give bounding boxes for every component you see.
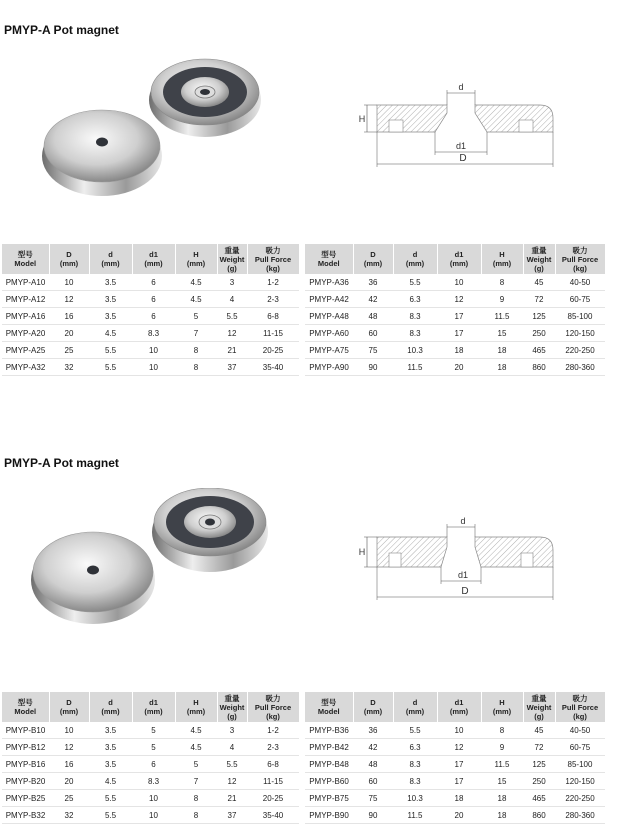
table-row: PMYP-A75 75 10.3 18 18 465 220-250 <box>305 342 605 359</box>
table-row: PMYP-A12 12 3.5 6 4.5 4 2-3 <box>2 291 299 308</box>
header-H: H (mm) <box>175 244 217 274</box>
table-row: PMYP-A32 32 5.5 10 8 37 35-40 <box>2 359 299 376</box>
header-D: D (mm) <box>49 692 89 722</box>
section-title: PMYP-A Pot magnet <box>4 456 119 470</box>
table-row: PMYP-B60 60 8.3 17 15 250 120-150 <box>305 773 605 790</box>
front-magnet <box>31 532 155 624</box>
header-model: 型号 Model <box>2 692 49 722</box>
spec-table-left <box>2 244 300 376</box>
header-pull-force: 吸力 Pull Force (kg) <box>247 692 299 722</box>
table-row: PMYP-A10 10 3.5 6 4.5 3 1-2 <box>2 274 299 291</box>
pot-magnet-photo <box>30 58 280 208</box>
table-row: PMYP-B25 25 5.5 10 8 21 20-25 <box>2 790 299 807</box>
spec-table-left <box>2 692 300 824</box>
table-row: PMYP-A36 36 5.5 10 8 45 40-50 <box>305 274 605 291</box>
table-row: PMYP-A25 25 5.5 10 8 21 20-25 <box>2 342 299 359</box>
front-magnet <box>42 110 162 196</box>
dim-d-label: d <box>458 82 464 92</box>
header-d: d (mm) <box>393 244 437 274</box>
section-title: PMYP-A Pot magnet <box>4 23 119 37</box>
header-H: H (mm) <box>481 692 523 722</box>
table-row: PMYP-B20 20 4.5 8.3 7 12 11-15 <box>2 773 299 790</box>
table-row: PMYP-B42 42 6.3 12 9 72 60-75 <box>305 739 605 756</box>
table-row: PMYP-A42 42 6.3 12 9 72 60-75 <box>305 291 605 308</box>
header-pull-force: 吸力 Pull Force (kg) <box>555 692 605 722</box>
header-model: 型号 Model <box>2 244 49 274</box>
table-row: PMYP-B75 75 10.3 18 18 465 220-250 <box>305 790 605 807</box>
table-header-row <box>305 692 605 722</box>
table-header-row <box>305 244 605 274</box>
dim-D-label: D <box>461 586 469 597</box>
cross-section-drawing <box>355 80 565 180</box>
spec-table-right <box>305 244 606 376</box>
header-D: D (mm) <box>49 244 89 274</box>
table-row: PMYP-B48 48 8.3 17 11.5 125 85-100 <box>305 756 605 773</box>
header-d: d (mm) <box>393 692 437 722</box>
header-weight: 重量 Weight (g) <box>523 244 555 274</box>
pot-magnet-photo <box>25 488 285 638</box>
table-row: PMYP-A48 48 8.3 17 11.5 125 85-100 <box>305 308 605 325</box>
header-pull-force: 吸力 Pull Force (kg) <box>555 244 605 274</box>
header-weight: 重量 Weight (g) <box>217 244 247 274</box>
spec-table-right <box>305 692 606 824</box>
table-header-row <box>2 692 299 722</box>
dim-d1-label: d1 <box>455 141 467 151</box>
table-row: PMYP-B32 32 5.5 10 8 37 35-40 <box>2 807 299 824</box>
header-pull-force: 吸力 Pull Force (kg) <box>247 244 299 274</box>
table-row: PMYP-B36 36 5.5 10 8 45 40-50 <box>305 722 605 739</box>
table-row: PMYP-A20 20 4.5 8.3 7 12 11-15 <box>2 325 299 342</box>
header-d1: d1 (mm) <box>132 244 175 274</box>
header-d1: d1 (mm) <box>437 244 481 274</box>
table-row: PMYP-B10 10 3.5 5 4.5 3 1-2 <box>2 722 299 739</box>
back-magnet <box>152 488 268 572</box>
header-d1: d1 (mm) <box>437 692 481 722</box>
cross-section-drawing <box>355 515 565 615</box>
header-H: H (mm) <box>481 244 523 274</box>
dim-D-label: D <box>459 153 467 164</box>
header-model: 型号 Model <box>305 692 353 722</box>
dim-d1-label: d1 <box>457 570 469 580</box>
back-magnet <box>149 59 261 137</box>
table-header-row <box>2 244 299 274</box>
header-D: D (mm) <box>353 692 393 722</box>
header-model: 型号 Model <box>305 244 353 274</box>
header-d: d (mm) <box>89 244 132 274</box>
header-D: D (mm) <box>353 244 393 274</box>
table-row: PMYP-B16 16 3.5 6 5 5.5 6-8 <box>2 756 299 773</box>
header-d: d (mm) <box>89 692 132 722</box>
header-d1: d1 (mm) <box>132 692 175 722</box>
header-weight: 重量 Weight (g) <box>217 692 247 722</box>
table-row: PMYP-A16 16 3.5 6 5 5.5 6-8 <box>2 308 299 325</box>
table-row: PMYP-A90 90 11.5 20 18 860 280-360 <box>305 359 605 376</box>
table-row: PMYP-B90 90 11.5 20 18 860 280-360 <box>305 807 605 824</box>
header-H: H (mm) <box>175 692 217 722</box>
dim-H-label: H <box>358 547 366 557</box>
table-row: PMYP-B12 12 3.5 5 4.5 4 2-3 <box>2 739 299 756</box>
dim-H-label: H <box>358 114 366 124</box>
table-row: PMYP-A60 60 8.3 17 15 250 120-150 <box>305 325 605 342</box>
header-weight: 重量 Weight (g) <box>523 692 555 722</box>
dim-d-label: d <box>460 516 466 526</box>
